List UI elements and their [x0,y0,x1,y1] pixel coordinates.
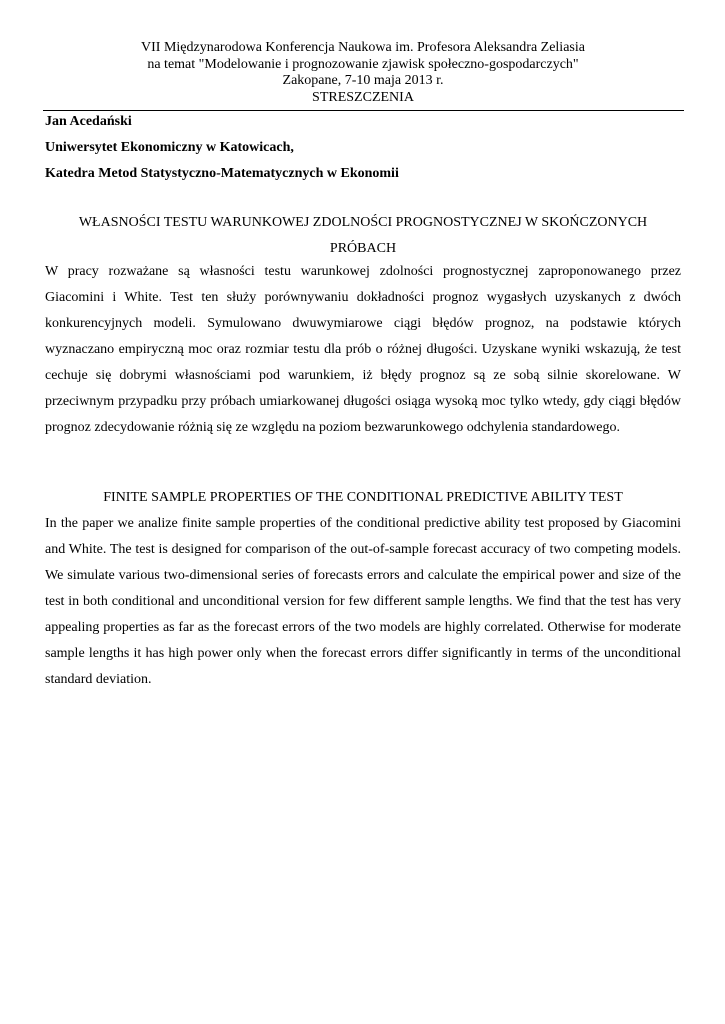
author-university: Uniwersytet Ekonomiczny w Katowicach, [45,140,294,155]
author-name: Jan Acedański [45,114,132,129]
author-block [45,109,685,187]
english-abstract: In the paper we analize finite sample properties of the conditional predictive ability test proposed by Giacomini and White. The test is designed for comparison of the out-of-sample forecast accuracy of two competing models. We simulate various two-dimensional series of forecasts errors and calculate the empirical power and size of the test in both conditional and unconditional version for few different sample lengths. We find that the test has very appealing properties as far as the forecast errors of the two models are highly correlated. Otherwise for moderate sample lengths it has high power only when the forecast errors differ significantly in terms of the unconditional standard deviation. [45,516,681,687]
header-conference-name: VII Międzynarodowa Konferencja Naukowa im. Profesora Aleksandra Zeliasia [141,40,585,55]
author-department: Katedra Metod Statystyczno-Matematycznych w Ekonomii [45,166,399,181]
header-location-date: Zakopane, 7-10 maja 2013 r. [282,73,444,88]
polish-title: WŁASNOŚCI TESTU WARUNKOWEJ ZDOLNOŚCI PROGNOSTYCZNEJ W SKOŃCZONYCH PRÓBACH [78,215,648,256]
polish-abstract: W pracy rozważane są własności testu warunkowej zdolności prognostycznej zaproponowanego przez Giacomini i White. Test ten służy porównywaniu dokładności prognoz wygasłych uzyskanych z dwóch konkurencyjnych modeli. Symulowano dwuwymiarowe ciągi błędów prognoz, na podstawie których wyznaczano empiryczną moc oraz rozmiar testu dla prób o różnej długości. Uzyskane wyniki wskazują, że test cechuje się dobrymi własnościami pod warunkiem, iż błędy prognoz są ze sobą silnie skorelowane. W przeciwnym przypadku przy próbach umiarkowanej długości osiąga wysoką moc tylko wtedy, gdy ciągi błędów prognoz zdecydowanie różnią się ze względu na poziom bezwarunkowego odchylenia standardowego. [45,264,681,435]
conference-header [43,40,683,106]
header-section-label: STRESZCZENIA [312,89,414,105]
english-title: FINITE SAMPLE PROPERTIES OF THE CONDITIONAL PREDICTIVE ABILITY TEST [103,490,623,505]
header-conference-topic: na temat "Modelowanie i prognozowanie zjawisk społeczno-gospodarczych" [147,56,579,72]
